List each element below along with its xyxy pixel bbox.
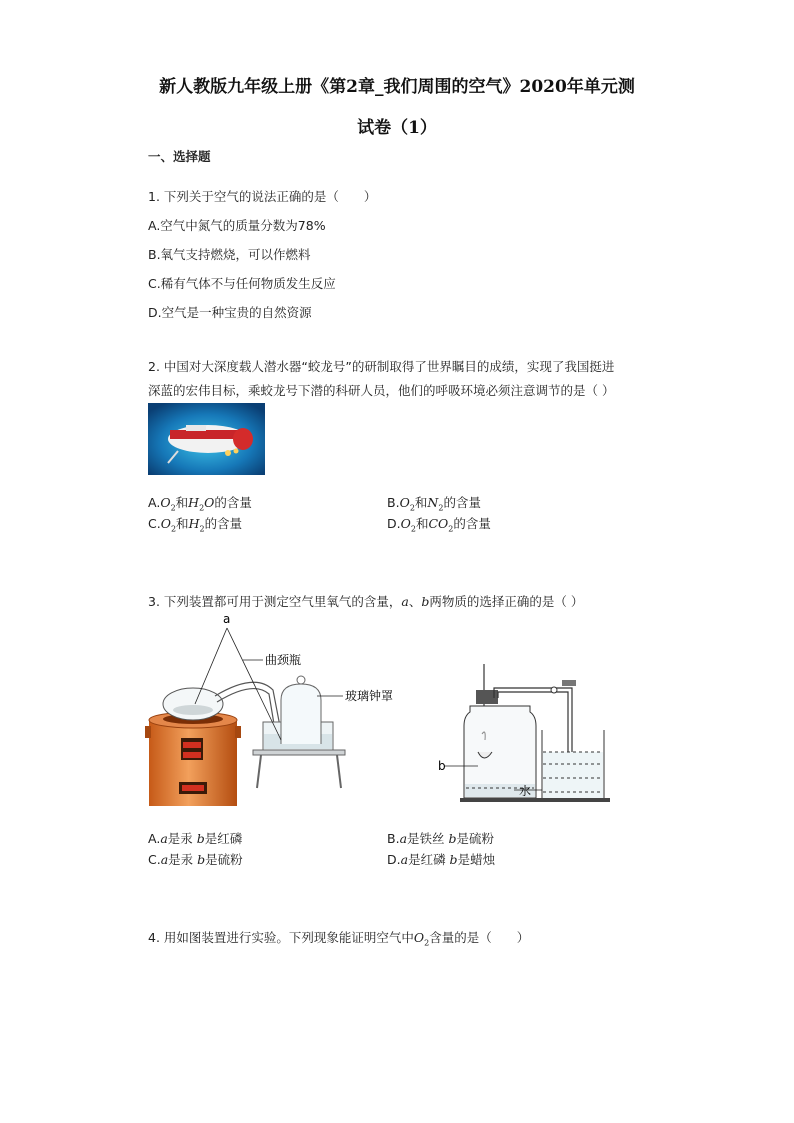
q4-stem-sub: 2 bbox=[424, 938, 430, 948]
q2-option-d-and: 和 bbox=[415, 516, 429, 531]
q2-option-b-sub1: 2 bbox=[409, 503, 415, 513]
q3-option-c-text2: 是硫粉 bbox=[205, 852, 243, 867]
q3-option-a-var2: b bbox=[196, 831, 205, 846]
q2-option-d-sub2: 2 bbox=[448, 524, 454, 534]
q2-option-c-formula1: O bbox=[160, 516, 171, 531]
q3-option-c-text1: 是汞 bbox=[168, 852, 198, 867]
fig1-label-a: a bbox=[223, 612, 231, 626]
q2-option-b-and: 和 bbox=[414, 495, 428, 510]
q3-stem-var-a: a bbox=[401, 594, 409, 609]
q3-option-b-var1: a bbox=[399, 831, 408, 846]
q2-stem-line2: 深蓝的宏伟目标，乘蛟龙号下潜的科研人员，他们的呼吸环境必须注意调节的是（ ） bbox=[148, 383, 615, 398]
q3-option-a-var1: a bbox=[160, 831, 168, 846]
q2-option-d-formula1: O bbox=[400, 516, 411, 531]
q3-option-d-var1: a bbox=[400, 852, 409, 867]
q3-option-a-prefix: A. bbox=[148, 831, 161, 846]
q2-option-a-suffix: 的含量 bbox=[214, 495, 252, 510]
q2-option-b-formula2: N bbox=[427, 495, 439, 510]
q3-option-c-prefix: C. bbox=[148, 852, 161, 867]
q1-stem: 1. 下列关于空气的说法正确的是（ ） bbox=[148, 189, 377, 204]
q2-option-b-formula1: O bbox=[399, 495, 410, 510]
fig1-label-flask: 曲颈瓶 bbox=[265, 653, 302, 667]
q3-stem-var-b: b bbox=[421, 594, 430, 609]
q3-option-b bbox=[387, 829, 494, 847]
section-heading: 一、选择题 bbox=[148, 149, 211, 164]
q3-stem-sep: 、 bbox=[408, 594, 422, 609]
q2-option-b bbox=[387, 493, 481, 513]
document-title-line2: 试卷（1） bbox=[357, 118, 437, 138]
q3-option-d-text2: 是蜡烛 bbox=[457, 852, 496, 867]
q3-option-c-var1: a bbox=[160, 852, 169, 867]
q2-option-b-prefix: B. bbox=[387, 495, 400, 510]
q2-option-a-sub2: 2 bbox=[199, 503, 205, 513]
q4-stem bbox=[148, 928, 529, 948]
q1-option-b: B.氧气支持燃烧，可以作燃料 bbox=[148, 247, 311, 262]
q3-option-d-text1: 是红磷 bbox=[408, 852, 450, 867]
q3-option-a bbox=[148, 829, 242, 847]
q4-stem-post: 含量的是（ ） bbox=[429, 930, 530, 945]
q2-option-c-formula2: H bbox=[188, 516, 200, 531]
q4-stem-pre: 4. 用如图装置进行实验。下列现象能证明空气中 bbox=[148, 930, 414, 945]
fig1-label-bell-jar: 玻璃钟罩 bbox=[345, 689, 394, 703]
q3-option-c bbox=[148, 850, 243, 868]
q2-option-c-prefix: C. bbox=[148, 516, 161, 531]
q2-option-d-prefix: D. bbox=[387, 516, 401, 531]
q2-option-d-sub1: 2 bbox=[410, 524, 416, 534]
q2-option-a-sub1: 2 bbox=[170, 503, 176, 513]
document-title-line1: 新人教版九年级上册《第2章_我们周围的空气》2020年单元测 bbox=[159, 77, 635, 97]
q2-option-a-formula2: H bbox=[188, 495, 200, 510]
q3-stem bbox=[148, 592, 583, 610]
q2-option-c bbox=[148, 514, 242, 534]
q3-stem-pre: 3. 下列装置都可用于测定空气里氧气的含量， bbox=[148, 594, 402, 609]
q3-option-c-var2: b bbox=[197, 852, 206, 867]
bottle-beaker-figure bbox=[430, 660, 620, 804]
q3-stem-post: 两物质的选择正确的是（ ） bbox=[429, 594, 584, 609]
q2-option-a-and: 和 bbox=[175, 495, 189, 510]
q2-option-d-suffix: 的含量 bbox=[453, 516, 491, 531]
q3-option-a-text2: 是红磷 bbox=[204, 831, 243, 846]
q3-option-b-text2: 是硫粉 bbox=[456, 831, 495, 846]
q2-option-a-formula3: O bbox=[204, 495, 215, 510]
q3-option-a-text1: 是汞 bbox=[167, 831, 197, 846]
q2-option-a-prefix: A. bbox=[148, 495, 161, 510]
q2-option-b-sub2: 2 bbox=[438, 503, 444, 513]
q2-option-d-formula2: CO bbox=[428, 516, 449, 531]
q3-option-b-var2: b bbox=[448, 831, 457, 846]
q3-option-b-text1: 是铁丝 bbox=[407, 831, 449, 846]
q3-option-d-prefix: D. bbox=[387, 852, 401, 867]
fig2-label-water: 水 bbox=[519, 784, 532, 798]
q2-option-c-and: 和 bbox=[176, 516, 189, 531]
submarine-image bbox=[148, 403, 265, 475]
lavoisier-apparatus-figure bbox=[145, 612, 395, 808]
q2-option-a-formula1: O bbox=[160, 495, 171, 510]
q1-option-a: A.空气中氮气的质量分数为78% bbox=[148, 218, 326, 233]
q3-option-d bbox=[387, 850, 495, 868]
q2-option-c-sub1: 2 bbox=[170, 524, 177, 534]
q2-option-c-suffix: 的含量 bbox=[204, 516, 243, 531]
q1-option-c: C.稀有气体不与任何物质发生反应 bbox=[148, 276, 336, 291]
q2-option-a bbox=[148, 493, 252, 513]
q3-option-d-var2: b bbox=[449, 852, 458, 867]
q2-stem-line1: 2. 中国对大深度载人潜水器“蛟龙号”的研制取得了世界瞩目的成绩，实现了我国挺进 bbox=[148, 359, 615, 374]
fig2-label-b: b bbox=[438, 759, 446, 773]
q2-option-c-sub2: 2 bbox=[199, 524, 205, 534]
q4-stem-formula: O bbox=[413, 930, 425, 945]
q2-option-d bbox=[387, 514, 491, 534]
q1-option-d: D.空气是一种宝贵的自然资源 bbox=[148, 305, 312, 320]
q3-option-b-prefix: B. bbox=[387, 831, 400, 846]
q2-option-b-suffix: 的含量 bbox=[443, 495, 481, 510]
